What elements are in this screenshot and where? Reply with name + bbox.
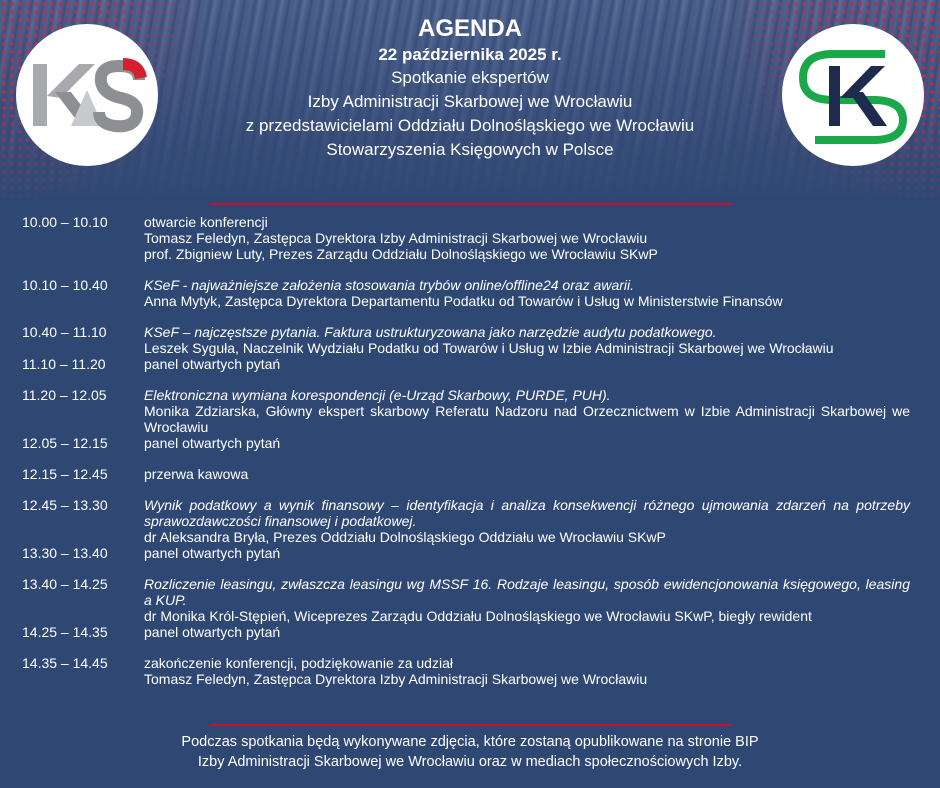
agenda-content — [144, 324, 910, 356]
agenda-time: 13.30 – 13.40 — [22, 545, 108, 561]
agenda-time: 14.25 – 14.35 — [22, 624, 108, 640]
agenda-speaker: dr Monika Król-Stępień, Wiceprezes Zarządu Oddziału Dolnośląskiego we Wrocławiu SKwP, biegły rewident — [144, 608, 812, 624]
agenda-time: 13.40 – 14.25 — [22, 576, 108, 592]
top-divider — [210, 203, 732, 205]
spacer — [0, 309, 940, 324]
agenda-content — [144, 576, 910, 624]
agenda-item — [0, 277, 940, 309]
agenda-content — [144, 624, 910, 640]
agenda-item — [0, 576, 940, 624]
agenda-time: 12.15 – 12.45 — [22, 466, 108, 482]
agenda-item — [0, 545, 940, 561]
agenda-time: 12.05 – 12.15 — [22, 435, 108, 451]
agenda-speaker: dr Aleksandra Bryła, Prezes Oddziału Dolnośląskiego Oddziału we Wrocławiu SKwP — [144, 529, 666, 545]
agenda-content — [144, 497, 910, 545]
agenda-content — [144, 214, 910, 262]
agenda-content — [144, 435, 910, 451]
footer-line: Podczas spotkania będą wykonywane zdjęcia, które zostaną opublikowane na stronie BIP — [181, 734, 759, 750]
header-line: Stowarzyszenia Księgowych w Polsce — [326, 140, 614, 159]
agenda-speaker: Monika Zdziarska, Główny ekspert skarbowy Referatu Nadzoru nad Orzecznictwem w Izbie Administracji Skarbowej we Wrocławiu — [144, 403, 910, 435]
agenda-topic: KSeF - najważniejsze założenia stosowania trybów online/offline24 oraz awarii. — [144, 277, 634, 293]
photo-notice — [60, 732, 880, 772]
agenda-time: 10.10 – 10.40 — [22, 277, 108, 293]
agenda-content — [144, 655, 910, 687]
footer-line: Izby Administracji Skarbowej we Wrocławiu oraz w mediach społecznościowych Izby. — [197, 754, 743, 770]
agenda-list — [0, 214, 940, 687]
agenda-line: przerwa kawowa — [144, 466, 249, 482]
agenda-item — [0, 324, 940, 356]
agenda-item — [0, 387, 940, 435]
spacer — [0, 482, 940, 497]
spacer — [0, 451, 940, 466]
agenda-line: prof. Zbigniew Luty, Prezes Zarządu Oddziału Dolnośląskiego we Wrocławiu SKwP — [144, 246, 658, 262]
spacer — [0, 640, 940, 655]
agenda-line: Tomasz Feledyn, Zastępca Dyrektora Izby Administracji Skarbowej we Wrocławiu — [144, 230, 648, 246]
agenda-item — [0, 435, 940, 451]
kas-logo-icon — [27, 50, 147, 140]
spacer — [0, 372, 940, 387]
agenda-topic: Rozliczenie leasingu, zwłaszcza leasingu wg MSSF 16. Rodzaje leasingu, sposób ewidencjonowania księgowego, leasing a KUP. — [144, 576, 910, 608]
agenda-time: 11.10 – 11.20 — [22, 356, 106, 372]
header-line: z przedstawicielami Oddziału Dolnośląskiego we Wrocławiu — [245, 116, 695, 135]
agenda-item — [0, 655, 940, 687]
agenda-item — [0, 497, 940, 545]
agenda-content — [144, 356, 910, 372]
agenda-line: Tomasz Feledyn, Zastępca Dyrektora Izby Administracji Skarbowej we Wrocławiu — [144, 671, 648, 687]
agenda-topic: Elektroniczna wymiana korespondencji (e-Urząd Skarbowy, PURDE, PUH). — [144, 387, 611, 403]
agenda-item — [0, 466, 940, 482]
agenda-line: otwarcie konferencji — [144, 214, 268, 230]
agenda-item — [0, 624, 940, 640]
spacer — [0, 262, 940, 277]
agenda-content — [144, 387, 910, 435]
agenda-content — [144, 545, 910, 561]
header — [190, 14, 750, 162]
agenda-line: zakończenie konferencji, podziękowanie za udział — [144, 655, 453, 671]
header-line: Spotkanie ekspertów — [391, 68, 549, 87]
agenda-content — [144, 466, 910, 482]
agenda-line: panel otwartych pytań — [144, 545, 281, 561]
agenda-time: 10.00 – 10.10 — [22, 214, 108, 230]
sk-logo — [782, 24, 924, 166]
agenda-time: 14.35 – 14.45 — [22, 655, 108, 671]
spacer — [0, 561, 940, 576]
bottom-divider — [210, 724, 732, 726]
agenda-line: panel otwartych pytań — [144, 624, 281, 640]
event-date: 22 października 2025 r. — [378, 45, 562, 64]
agenda-time: 11.20 – 12.05 — [22, 387, 107, 403]
agenda-topic: KSeF – najczęstsze pytania. Faktura ustrukturyzowana jako narzędzie audytu podatkowego. — [144, 324, 717, 340]
agenda-speaker: Leszek Syguła, Naczelnik Wydziału Podatku od Towarów i Usług w Izbie Administracji Skarbowej we Wrocławiu — [144, 340, 834, 356]
kas-logo — [16, 24, 158, 166]
agenda-time: 12.45 – 13.30 — [22, 497, 108, 513]
agenda-time: 10.40 – 11.10 — [22, 324, 107, 340]
agenda-line: panel otwartych pytań — [144, 356, 281, 372]
header-line: Izby Administracji Skarbowej we Wrocławiu — [307, 92, 633, 111]
sk-logo-icon — [793, 40, 913, 150]
agenda-title: AGENDA — [417, 15, 522, 42]
agenda-line: panel otwartych pytań — [144, 435, 281, 451]
agenda-content — [144, 277, 910, 309]
agenda-speaker: Anna Mytyk, Zastępca Dyrektora Departamentu Podatku od Towarów i Usług w Ministerstwie Finansów — [144, 293, 783, 309]
agenda-item — [0, 356, 940, 372]
agenda-topic: Wynik podatkowy a wynik finansowy – identyfikacja i analiza konsekwencji różnego ujmowania zdarzeń na potrzeby sprawozdawczości finansowej i podatkowej. — [144, 497, 910, 529]
agenda-item — [0, 214, 940, 262]
